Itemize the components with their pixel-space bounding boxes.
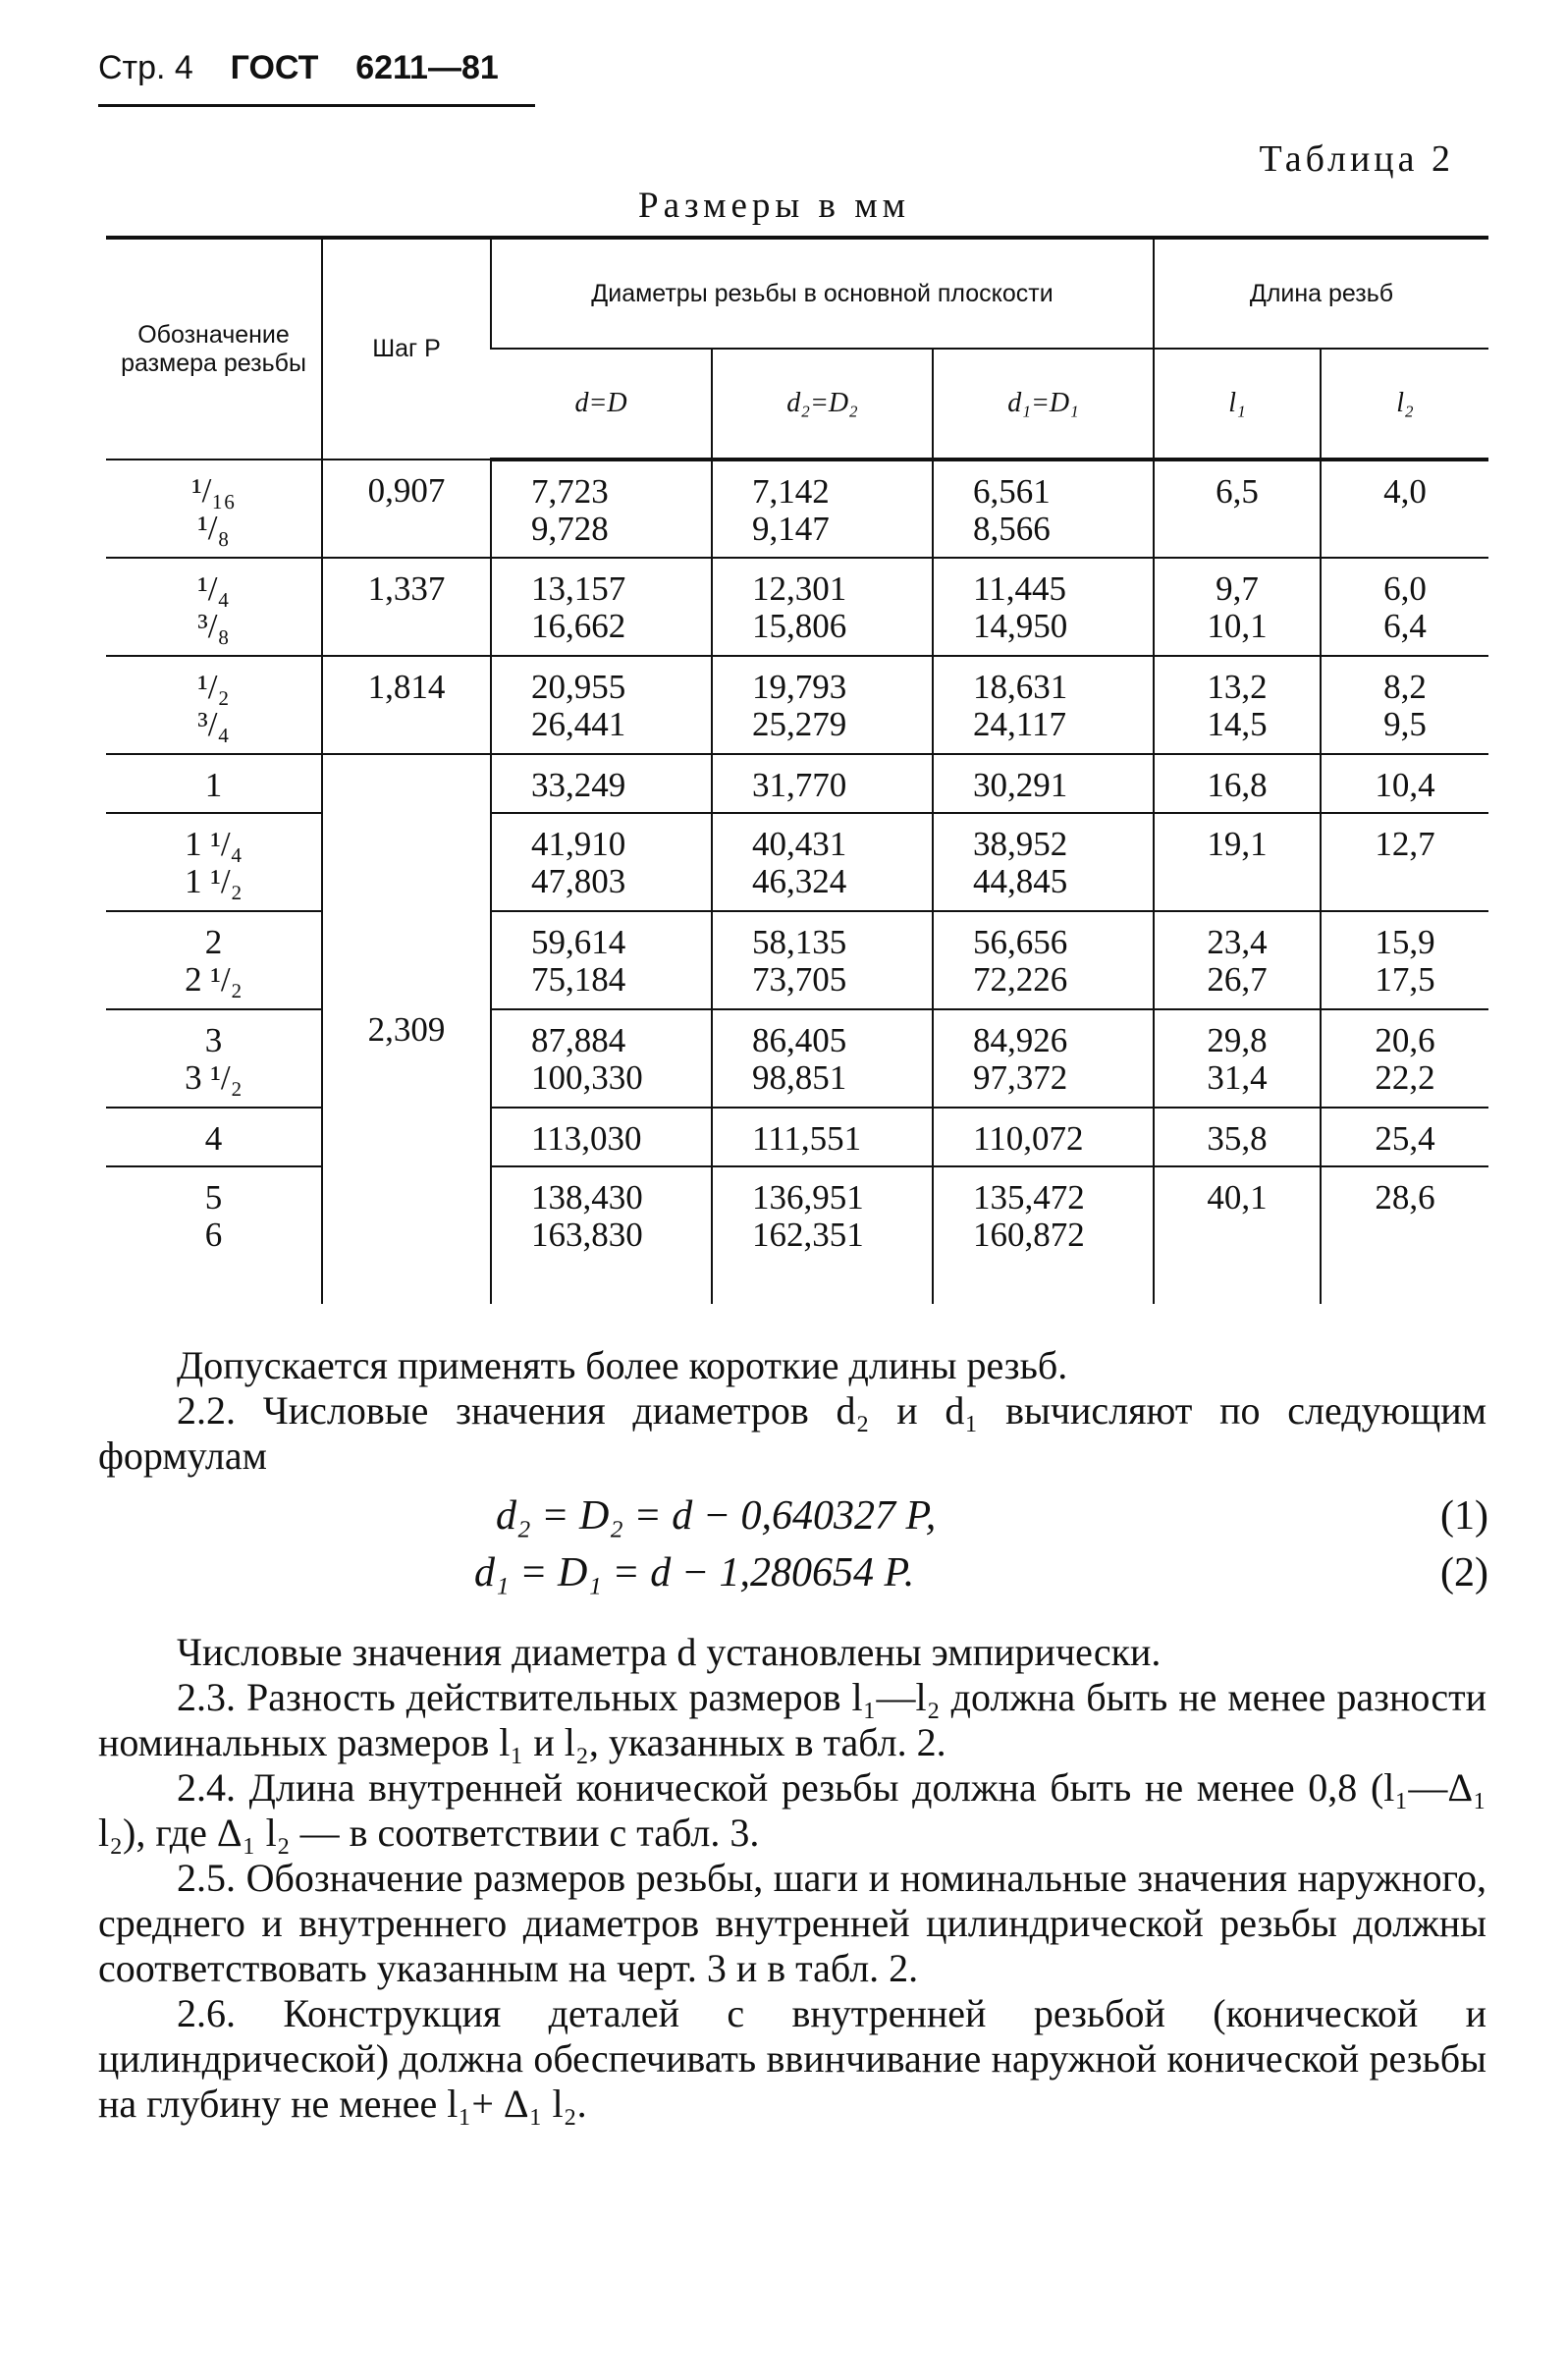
cell-value: 9,728 (531, 510, 609, 548)
cell-value: ³/₈ (197, 607, 230, 645)
paragraph-2-5: 2.5. Обозначение размеров резьбы, шаги и номинальные значения наружного, среднего и внутреннего диаметров внутренней цилиндрической резьбы должны соответствовать указанным на черт. 3 и в табл. 2. (98, 1856, 1486, 1990)
cell-des (106, 558, 322, 656)
cell-value: 20,6 (1375, 1021, 1435, 1059)
cell-value: 16,662 (531, 607, 626, 645)
cell-value: 40,1 (1207, 1178, 1268, 1217)
cell-l1 (1154, 656, 1321, 754)
cell-d1 (933, 754, 1154, 813)
cell-value: 40,431 (752, 825, 847, 863)
cell-value: 113,030 (531, 1119, 642, 1158)
cell-value: 1 ¹/₂ (185, 862, 243, 900)
cell-value: 44,845 (973, 862, 1068, 900)
cell-value: 25,279 (752, 705, 847, 743)
cell-d1 (933, 558, 1154, 656)
cell-value: 4,0 (1383, 472, 1427, 511)
cell-d2 (712, 1166, 933, 1304)
cell-value: 10,1 (1207, 607, 1268, 645)
cell-value: 110,072 (973, 1119, 1084, 1158)
col-pitch: Шаг P (322, 238, 491, 460)
cell-value: 14,5 (1207, 705, 1268, 743)
cell-value: 35,8 (1207, 1119, 1268, 1158)
cell-d2 (712, 460, 933, 558)
paragraph-2-2: 2.2. Числовые значения диаметров d₂ и d₁ вычисляют по следующим формулам (98, 1388, 1486, 1478)
cell-value: 1,337 (367, 569, 446, 608)
cell-pitch (322, 460, 491, 558)
cell-value: 9,147 (752, 510, 830, 548)
table-row (106, 460, 1488, 558)
formula-2: d₁ = D₁ = d − 1,280654 P. (474, 1550, 915, 1596)
cell-value: 7,142 (752, 472, 830, 511)
cell-value: 0,907 (367, 471, 446, 510)
cell-d1 (933, 813, 1154, 911)
cell-pitch (322, 558, 491, 656)
col-designation: Обозначение размера резьбы (106, 238, 322, 460)
cell-value: 8,2 (1383, 668, 1427, 706)
cell-value: 72,226 (973, 960, 1068, 999)
cell-value: 16,8 (1207, 766, 1268, 804)
body-text-2 (98, 1630, 1486, 2127)
cell-d (491, 1009, 712, 1108)
cell-value: 1 (204, 766, 223, 804)
cell-value: 2 ¹/₂ (185, 960, 243, 999)
cell-value: 33,249 (531, 766, 626, 804)
cell-value: 1 ¹/₄ (185, 825, 243, 863)
col-d1: d₁=D₁ (933, 349, 1154, 460)
cell-l2 (1321, 813, 1488, 911)
standard-number: 6211—81 (355, 49, 499, 86)
cell-l2 (1321, 754, 1488, 813)
cell-value: 98,851 (752, 1058, 847, 1097)
cell-value: 15,9 (1375, 923, 1435, 961)
cell-value: 11,445 (973, 569, 1066, 608)
formula-1-number: (1) (1440, 1493, 1488, 1539)
cell-l1 (1154, 1166, 1321, 1304)
table-title: Таблица 2 (1259, 138, 1454, 180)
cell-value: 58,135 (752, 923, 847, 961)
cell-value: 26,7 (1207, 960, 1268, 999)
cell-value: 136,951 (752, 1178, 864, 1217)
formula-2-number: (2) (1440, 1550, 1488, 1596)
cell-value: ¹/₈ (197, 509, 230, 547)
cell-value: ¹/₁₆ (191, 471, 236, 510)
cell-d (491, 460, 712, 558)
cell-value: ³/₄ (197, 705, 230, 743)
cell-value: 75,184 (531, 960, 626, 999)
cell-d2 (712, 558, 933, 656)
col-d2: d₂=D₂ (712, 349, 933, 460)
cell-value: 3 (204, 1021, 223, 1059)
cell-value: 111,551 (752, 1119, 862, 1158)
cell-l1 (1154, 813, 1321, 911)
paragraph-shorter-lengths: Допускается применять более короткие длины резьб. (177, 1343, 1068, 1387)
paragraph-2-6: 2.6. Конструкция деталей с внутренней резьбой (конической и цилиндрической) должна обеспечивать ввинчивание наружной конической резьбы на глубину не менее l₁+ Δ₁ l₂. (98, 1991, 1486, 2126)
header-rule (98, 104, 535, 107)
table-row (106, 1009, 1488, 1108)
cell-des (106, 460, 322, 558)
cell-pitch (322, 656, 491, 754)
standard-label: ГОСТ (230, 49, 319, 86)
cell-value: 28,6 (1375, 1178, 1435, 1217)
cell-value: 5 (204, 1178, 223, 1217)
cell-value: 46,324 (752, 862, 847, 900)
cell-l2 (1321, 911, 1488, 1009)
col-l1: l₁ (1154, 349, 1321, 460)
cell-pitch-shared (322, 754, 491, 1304)
cell-l2 (1321, 558, 1488, 656)
table-units: Размеры в мм (638, 186, 911, 226)
cell-d (491, 911, 712, 1009)
cell-value: 6,0 (1383, 569, 1427, 608)
cell-d (491, 1166, 712, 1304)
cell-value: 138,430 (531, 1178, 643, 1217)
formula-1: d₂ = D₂ = d − 0,640327 P, (496, 1493, 937, 1539)
cell-d (491, 1108, 712, 1166)
cell-l1 (1154, 558, 1321, 656)
cell-value: 12,7 (1375, 825, 1435, 863)
cell-value: 18,631 (973, 668, 1068, 706)
cell-value: 22,2 (1375, 1058, 1435, 1097)
table-body (106, 460, 1488, 1304)
cell-value: 73,705 (752, 960, 847, 999)
cell-value: 135,472 (973, 1178, 1085, 1217)
cell-value: 2,309 (367, 1009, 446, 1049)
cell-l2 (1321, 460, 1488, 558)
cell-d2 (712, 813, 933, 911)
cell-value: 26,441 (531, 705, 626, 743)
cell-value: 100,330 (531, 1058, 643, 1097)
cell-l1 (1154, 1108, 1321, 1166)
cell-l1 (1154, 754, 1321, 813)
table-row (106, 558, 1488, 656)
thread-dimensions-table (106, 236, 1488, 1304)
cell-l1 (1154, 460, 1321, 558)
cell-d2 (712, 911, 933, 1009)
cell-d (491, 813, 712, 911)
cell-value: 14,950 (973, 607, 1068, 645)
col-diameters: Диаметры резьбы в основной плоскости (491, 238, 1154, 349)
col-d: d=D (491, 349, 712, 460)
cell-d1 (933, 911, 1154, 1009)
cell-value: 12,301 (752, 569, 847, 608)
table-row (106, 656, 1488, 754)
cell-value: 6,5 (1216, 472, 1259, 511)
paragraph-empirical: Числовые значения диаметра d установлены эмпирически. (177, 1630, 1162, 1674)
cell-value: 10,4 (1375, 766, 1435, 804)
cell-value: ¹/₄ (197, 569, 230, 608)
cell-des (106, 1108, 322, 1166)
cell-l1 (1154, 1009, 1321, 1108)
cell-d2 (712, 1009, 933, 1108)
cell-value: 4 (204, 1119, 223, 1158)
table-row (106, 911, 1488, 1009)
cell-d (491, 754, 712, 813)
cell-value: 23,4 (1207, 923, 1268, 961)
cell-l2 (1321, 1009, 1488, 1108)
cell-d2 (712, 656, 933, 754)
cell-value: 84,926 (973, 1021, 1068, 1059)
cell-d1 (933, 656, 1154, 754)
cell-des (106, 911, 322, 1009)
cell-value: 15,806 (752, 607, 847, 645)
cell-value: 47,803 (531, 862, 626, 900)
page-header (98, 49, 499, 87)
cell-d1 (933, 1166, 1154, 1304)
cell-value: 13,157 (531, 569, 626, 608)
cell-l2 (1321, 1166, 1488, 1304)
cell-value: 9,7 (1216, 569, 1259, 608)
col-length: Длина резьб (1154, 238, 1488, 349)
table-row (106, 754, 1488, 813)
cell-d (491, 656, 712, 754)
cell-value: 13,2 (1207, 668, 1268, 706)
cell-value: 31,770 (752, 766, 847, 804)
page-number: Стр. 4 (98, 49, 193, 86)
body-text (98, 1343, 1486, 1479)
cell-value: 87,884 (531, 1021, 626, 1059)
cell-value: ¹/₂ (197, 668, 230, 706)
cell-value: 160,872 (973, 1216, 1085, 1254)
cell-value: 7,723 (531, 472, 609, 511)
col-l2: l₂ (1321, 349, 1488, 460)
paragraph-2-3: 2.3. Разность действительных размеров l₁—l₂ должна быть не менее разности номинальных размеров l₁ и l₂, указанных в табл. 2. (98, 1675, 1486, 1764)
cell-l1 (1154, 911, 1321, 1009)
cell-l2 (1321, 656, 1488, 754)
cell-value: 29,8 (1207, 1021, 1268, 1059)
cell-value: 163,830 (531, 1216, 643, 1254)
cell-value: 6 (204, 1216, 223, 1254)
cell-value: 17,5 (1375, 960, 1435, 999)
cell-des (106, 754, 322, 813)
cell-d (491, 558, 712, 656)
table-row (106, 1108, 1488, 1166)
cell-d1 (933, 1108, 1154, 1166)
cell-value: 97,372 (973, 1058, 1068, 1097)
cell-des (106, 656, 322, 754)
cell-l2 (1321, 1108, 1488, 1166)
cell-value: 31,4 (1207, 1058, 1268, 1097)
cell-value: 25,4 (1375, 1119, 1435, 1158)
cell-value: 24,117 (973, 705, 1066, 743)
cell-value: 59,614 (531, 923, 626, 961)
cell-value: 3 ¹/₂ (185, 1058, 243, 1097)
cell-value: 19,793 (752, 668, 847, 706)
cell-des (106, 813, 322, 911)
cell-d1 (933, 1009, 1154, 1108)
table-row (106, 813, 1488, 911)
cell-value: 19,1 (1207, 825, 1268, 863)
cell-d2 (712, 1108, 933, 1166)
cell-value: 20,955 (531, 668, 626, 706)
table-row (106, 1166, 1488, 1304)
cell-value: 86,405 (752, 1021, 847, 1059)
cell-value: 56,656 (973, 923, 1068, 961)
cell-value: 6,4 (1383, 607, 1427, 645)
cell-value: 2 (204, 923, 223, 961)
cell-value: 30,291 (973, 766, 1068, 804)
cell-value: 41,910 (531, 825, 626, 863)
cell-value: 9,5 (1383, 705, 1427, 743)
cell-des (106, 1009, 322, 1108)
cell-value: 8,566 (973, 510, 1051, 548)
cell-value: 38,952 (973, 825, 1068, 863)
cell-value: 1,814 (367, 668, 446, 706)
cell-d1 (933, 460, 1154, 558)
cell-value: 162,351 (752, 1216, 864, 1254)
cell-des (106, 1166, 322, 1304)
paragraph-2-4: 2.4. Длина внутренней конической резьбы должна быть не менее 0,8 (l₁—Δ₁ l₂), где Δ₁ l₂ — в соответствии с табл. 3. (98, 1765, 1486, 1855)
cell-d2 (712, 754, 933, 813)
cell-value: 6,561 (973, 472, 1051, 511)
